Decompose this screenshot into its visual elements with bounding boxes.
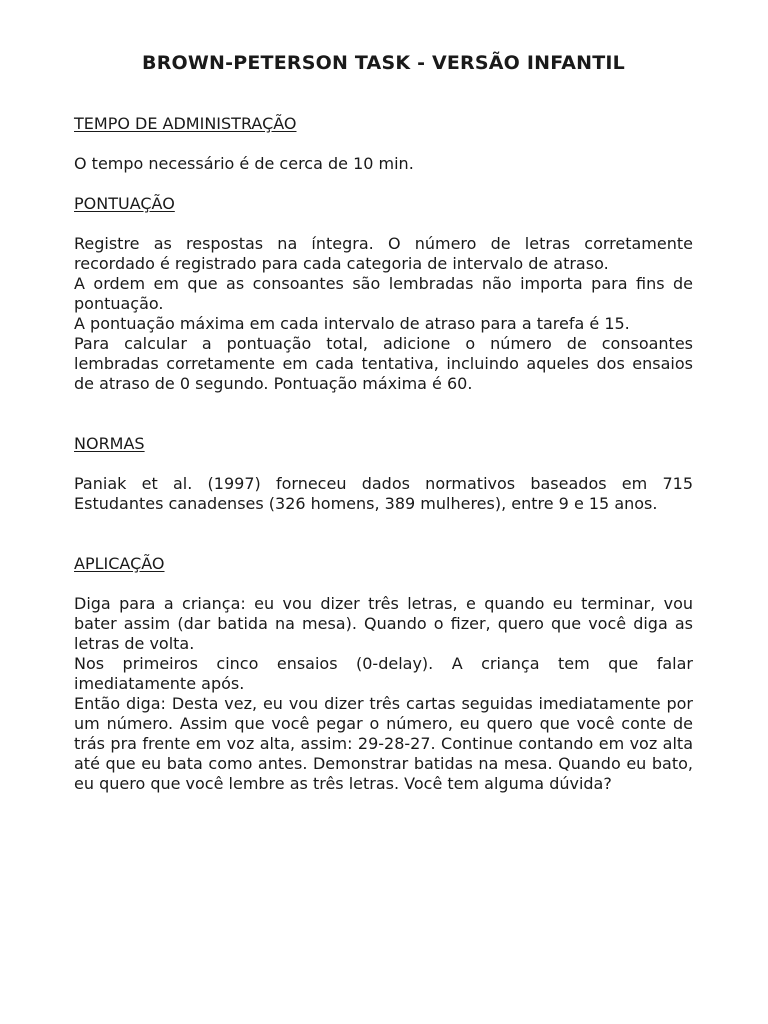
section-pontuacao xyxy=(74,194,693,394)
paragraph-aplicacao-2: Nos primeiros cinco ensaios (0-delay). A criança tem que falar imediatamente após. xyxy=(74,654,693,693)
paragraph-tempo-1: O tempo necessário é de cerca de 10 min. xyxy=(74,154,414,173)
section-heading-pontuacao: PONTUAÇÃO xyxy=(74,194,175,213)
paragraph-pontuacao-2: A ordem em que as consoantes são lembradas não importa para fins de pontuação. xyxy=(74,274,693,313)
paragraph-aplicacao-3: Então diga: Desta vez, eu vou dizer três cartas seguidas imediatamente por um número. Assim que você pegar o número, eu quero que você conte de trás pra frente em voz alta, assim: 29-28-27. Continue contando em voz alta até que eu bata como antes. Demonstrar batidas na mesa. Quando eu bato, eu quero que você lembre as três letras. Você tem alguma dúvida? xyxy=(74,694,693,793)
section-heading-aplicacao: APLICAÇÃO xyxy=(74,554,165,573)
paragraph-pontuacao-1: Registre as respostas na íntegra. O número de letras corretamente recordado é registrado para cada categoria de intervalo de atraso. xyxy=(74,234,693,273)
document-title: BROWN-PETERSON TASK - VERSÃO INFANTIL xyxy=(142,52,625,74)
section-aplicacao xyxy=(74,554,693,794)
document-page xyxy=(74,50,693,794)
paragraph-aplicacao-1: Diga para a criança: eu vou dizer três letras, e quando eu terminar, vou bater assim (dar batida na mesa). Quando o fizer, quero que você diga as letras de volta. xyxy=(74,594,693,653)
paragraph-pontuacao-3: A pontuação máxima em cada intervalo de atraso para a tarefa é 15. xyxy=(74,314,630,333)
section-normas xyxy=(74,434,693,514)
section-heading-normas: NORMAS xyxy=(74,434,145,453)
paragraph-pontuacao-4: Para calcular a pontuação total, adicione o número de consoantes lembradas corretamente em cada tentativa, incluindo aqueles dos ensaios de atraso de 0 segundo. Pontuação máxima é 60. xyxy=(74,334,693,393)
section-heading-tempo: TEMPO DE ADMINISTRAÇÃO xyxy=(74,114,297,133)
paragraph-normas-1: Paniak et al. (1997) forneceu dados normativos baseados em 715 Estudantes canadenses (326 homens, 389 mulheres), entre 9 e 15 anos. xyxy=(74,474,693,513)
section-tempo xyxy=(74,114,693,174)
